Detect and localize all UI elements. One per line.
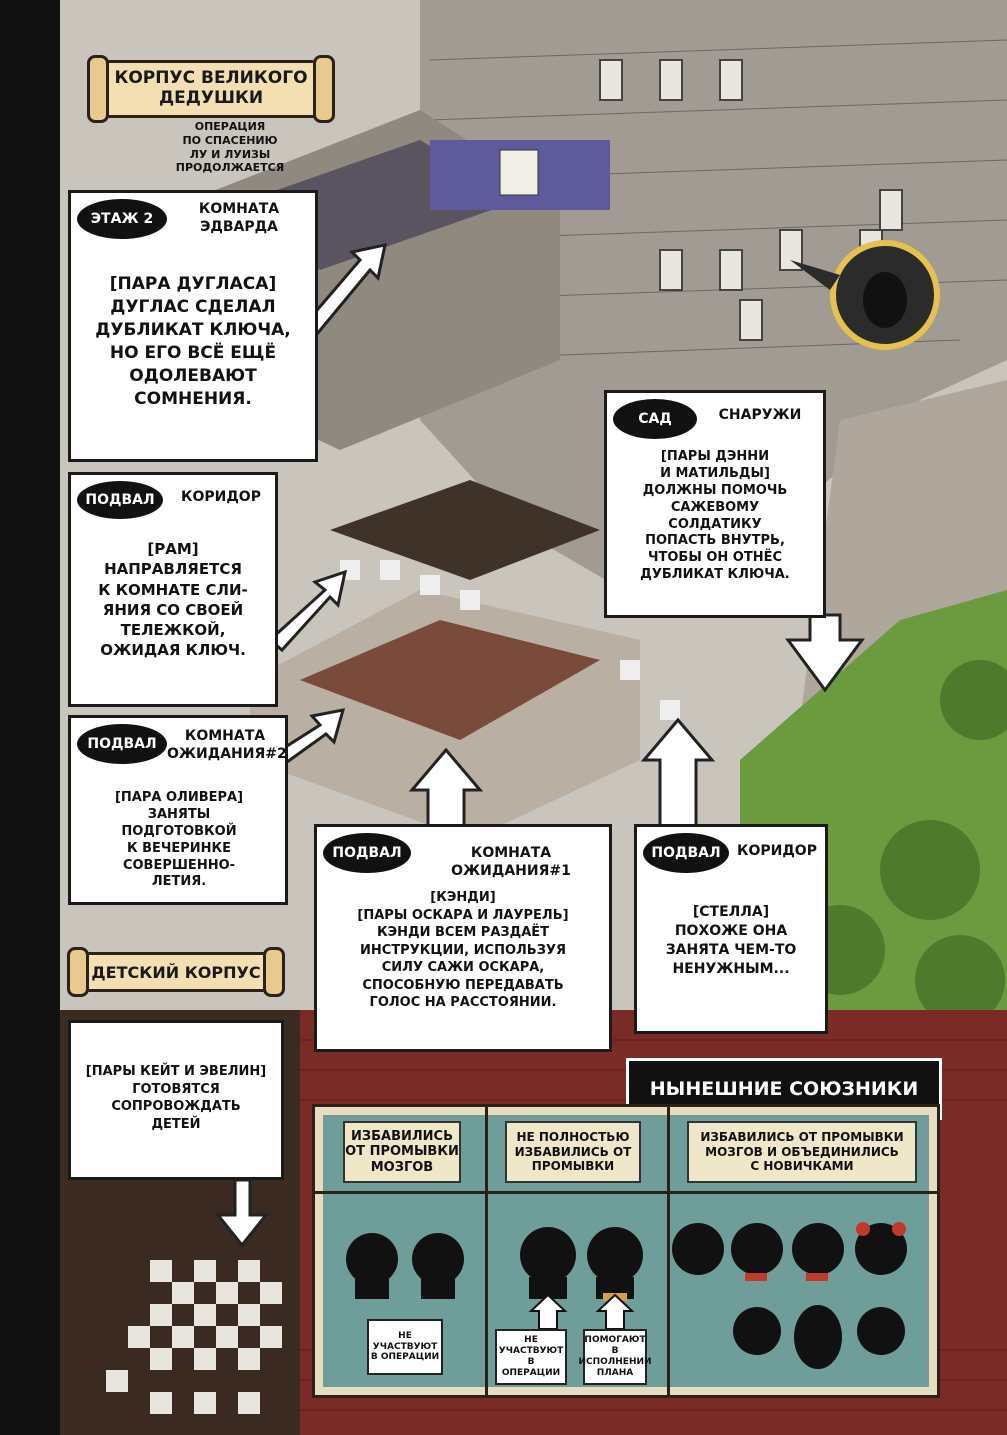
operation-subtitle: ОПЕРАЦИЯ ПО СПАСЕНИЮ ЛУ И ЛУИЗЫ ПРОДОЛЖАЕТСЯ	[175, 120, 285, 175]
floor-tag: ПОДВАЛ	[323, 833, 411, 873]
panel-body: [ПАРЫ ДЭННИ И МАТИЛЬДЫ] ДОЛЖНЫ ПОМОЧЬ САЖЕВОМУ СОЛДАТИКУ ПОПАСТЬ ВНУТРЬ, ЧТОБЫ ОН ОТНЁС ДУБЛИКАТ КЛЮЧА.	[640, 449, 790, 583]
panel-basement-corridor	[68, 472, 278, 707]
allies-title: НЫНЕШНИЕ СОЮЗНИКИ	[649, 1078, 919, 1100]
room-title: СНАРУЖИ	[718, 407, 802, 423]
main-building-scroll	[98, 60, 324, 118]
panel-body: [ПАРЫ КЕЙТ И ЭВЕЛИН] ГОТОВЯТСЯ СОПРОВОЖДАТЬ ДЕТЕЙ	[85, 1064, 267, 1132]
ally-group-label: ИЗБАВИЛИСЬ ОТ ПРОМЫВКИ МОЗГОВ И ОБЪЕДИНИЛИСЬ С НОВИЧКАМИ	[687, 1121, 917, 1183]
panel-body: [ПАРА ОЛИВЕРА] ЗАНЯТЫ ПОДГОТОВКОЙ К ВЕЧЕРИНКЕ СОВЕРШЕННО- ЛЕТИЯ.	[114, 790, 244, 890]
panel-body: [ПАРА ДУГЛАСА] ДУГЛАС СДЕЛАЛ ДУБЛИКАТ КЛЮЧА, НО ЕГО ВСЁ ЕЩЁ ОДОЛЕВАЮТ СОМНЕНИЯ.	[95, 274, 291, 409]
room-title: КОМНАТА ЭДВАРДА	[198, 201, 280, 235]
room-title: КОМНАТА ОЖИДАНИЯ#2	[167, 728, 287, 762]
panel-kids	[68, 1020, 284, 1180]
panel-waiting-room-1	[314, 824, 612, 1052]
panel-body: [КЭНДИ] [ПАРЫ ОСКАРА И ЛАУРЕЛЬ] КЭНДИ ВСЕМ РАЗДАЁТ ИНСТРУКЦИИ, ИСПОЛЬЗУЯ СИЛУ САЖИ ОСКАРА, СПОСОБНУЮ ПЕРЕДАВАТЬ ГОЛОС НА РАССТОЯНИИ.	[357, 890, 569, 1011]
divider	[315, 1191, 937, 1194]
panel-waiting-room-2	[68, 715, 288, 905]
allies-chart	[312, 1104, 940, 1398]
main-building-title: КОРПУС ВЕЛИКОГО ДЕДУШКИ	[114, 68, 308, 108]
floor-tag: ПОДВАЛ	[77, 724, 167, 764]
floor-tag: ПОДВАЛ	[643, 833, 729, 873]
panel-body: [СТЕЛЛА] ПОХОЖЕ ОНА ЗАНЯТА ЧЕМ-ТО НЕНУЖНЫМ...	[665, 904, 797, 977]
panel-floor2	[68, 190, 318, 462]
room-title: КОРИДОР	[737, 843, 817, 859]
room-title: КОРИДОР	[181, 489, 261, 505]
floor-tag: ЭТАЖ 2	[77, 199, 167, 239]
ally-group-label: НЕ ПОЛНОСТЬЮ ИЗБАВИЛИСЬ ОТ ПРОМЫВКИ	[505, 1121, 641, 1183]
ally-group-label: ИЗБАВИЛИСЬ ОТ ПРОМЫВКИ МОЗГОВ	[343, 1121, 461, 1183]
panel-garden	[604, 390, 826, 618]
not-participating-note: НЕ УЧАСТВУЮТ В ОПЕРАЦИИ	[495, 1329, 567, 1385]
room-title: КОМНАТА ОЖИДАНИЯ#1	[451, 845, 571, 879]
panel-body: [РАМ] НАПРАВЛЯЕТСЯ К КОМНАТЕ СЛИ- ЯНИЯ СО СВОЕЙ ТЕЛЕЖКОЙ, ОЖИДАЯ КЛЮЧ.	[98, 540, 248, 660]
kids-building-scroll	[78, 952, 274, 992]
floor-tag: ПОДВАЛ	[77, 481, 163, 519]
helping-note: ПОМОГАЮТ В ИСПОЛНЕНИИ ПЛАНА	[583, 1329, 647, 1385]
kids-building-title: ДЕТСКИЙ КОРПУС	[91, 962, 261, 982]
floor-tag: САД	[613, 399, 697, 439]
not-participating-note: НЕ УЧАСТВУЮТ В ОПЕРАЦИИ	[367, 1319, 443, 1375]
panel-basement-corridor-stella	[634, 824, 828, 1034]
